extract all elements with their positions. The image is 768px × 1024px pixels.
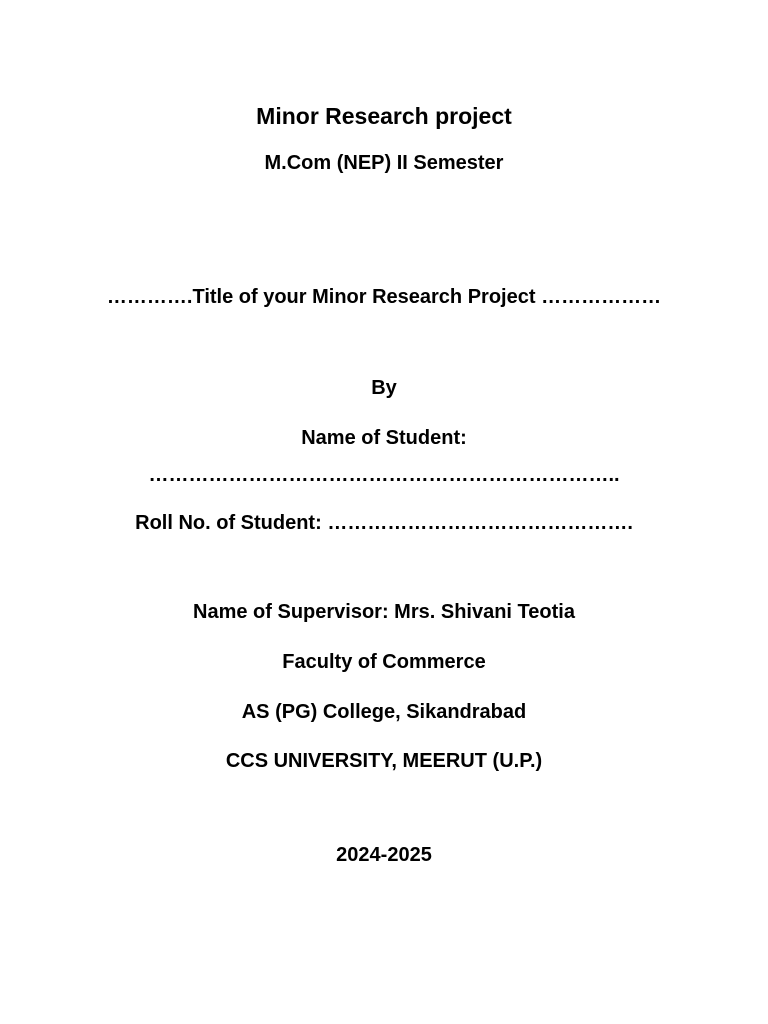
university-name: CCS UNIVERSITY, MEERUT (U.P.) <box>225 750 543 772</box>
college-name: AS (PG) College, Sikandrabad <box>241 701 527 723</box>
academic-session: 2024-2025 <box>336 844 432 866</box>
document-title: Minor Research project <box>256 103 512 129</box>
student-name-placeholder: …………………………………………………………….. <box>148 464 620 486</box>
faculty-name: Faculty of Commerce <box>282 651 486 673</box>
supervisor-line: Name of Supervisor: Mrs. Shivani Teotia <box>193 601 575 623</box>
course-subtitle: M.Com (NEP) II Semester <box>264 152 504 174</box>
student-name-label: Name of Student: <box>301 427 467 449</box>
roll-number-line: Roll No. of Student: ………………………………………. <box>135 512 633 534</box>
by-label: By <box>371 377 397 399</box>
project-title-placeholder: ………….Title of your Minor Research Project ……………… <box>106 286 662 308</box>
